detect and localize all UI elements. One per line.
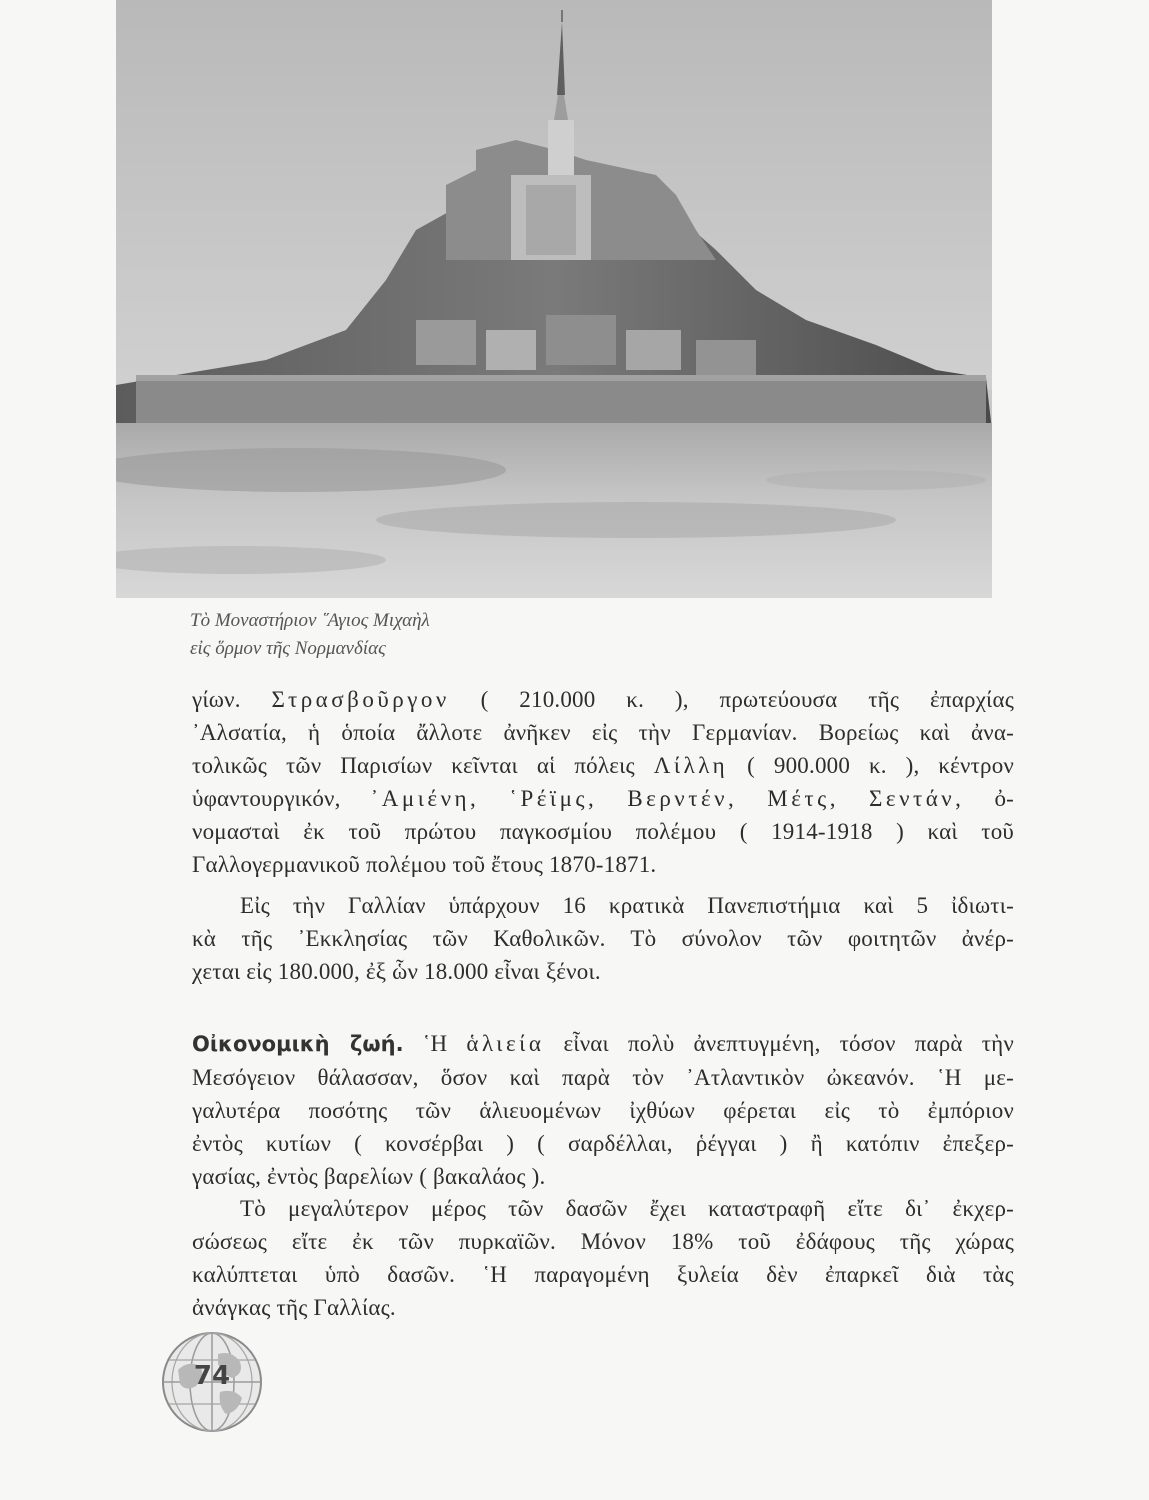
city-name: ᾿Αμιένη, [370, 786, 480, 811]
text-line: καλύπτεται ὑπὸ δασῶν. ῾Η παραγομένη ξυλεία δὲν ἐπαρκεῖ διὰ τὰς [192, 1262, 1014, 1287]
text-line: σώσεως εἴτε ἐκ τῶν πυρκαϊῶν. Μόνον 18% τοῦ ἐδάφους τῆς χώρας [192, 1229, 1014, 1254]
mont-saint-michel-photo [116, 0, 992, 598]
text-fragment: ὀ- [994, 786, 1015, 811]
city-name: Σεντάν, [869, 786, 965, 811]
photo-caption [190, 607, 710, 663]
text-line: γαλυτέρα ποσότης τῶν ἁλιευομένων ἰχθύων φέρεται εἰς τὸ ἐμπόριον [192, 1098, 1014, 1123]
text-line [192, 1027, 1014, 1061]
city-name: ῾Ρέϊμς, [509, 786, 598, 811]
text-fragment: τολικῶς τῶν Παρισίων κεῖνται αἱ πόλεις [192, 753, 635, 778]
city-name: Μέτς, [767, 786, 840, 811]
text-line: Γαλλογερμανικοῦ πολέμου τοῦ ἔτους 1870-1871. [192, 852, 657, 877]
text-fragment: ὑφαντουργικόν, [192, 786, 341, 811]
caption-line: Τὸ Μοναστήριον ῞Αγιος Μιχαὴλ [190, 610, 430, 631]
city-name: Λίλλη [653, 753, 729, 778]
text-fragment: ( 210.000 κ. ), πρωτεύουσα τῆς ἐπαρχίας [480, 687, 1014, 712]
paragraph-universities [192, 889, 1014, 988]
city-name: Στρασβοῦργον [271, 687, 450, 712]
text-fragment: ῾Η [422, 1031, 448, 1056]
text-line: Τὸ μεγαλύτερον μέρος τῶν δασῶν ἔχει καταστραφῆ εἴτε δι᾿ ἐκχερ- [240, 1196, 1014, 1221]
page-number: 74 [193, 1361, 231, 1391]
caption-line: εἰς ὅρμον τῆς Νορμανδίας [190, 638, 386, 659]
text-line: κὰ τῆς ᾿Εκκλησίας τῶν Καθολικῶν. Τὸ σύνολον τῶν φοιτητῶν ἀνέρ- [192, 926, 1014, 951]
paragraph-cities [192, 683, 1014, 881]
paragraph-forests [192, 1192, 1014, 1324]
text-line: γασίας, ἐντὸς βαρελίων ( βακαλάος ). [192, 1164, 546, 1189]
text-line: χεται εἰς 180.000, ἐξ ὧν 18.000 εἶναι ξένοι. [192, 959, 601, 984]
text-line: ἐντὸς κυτίων ( κονσέρβαι ) ( σαρδέλλαι, ῥέγγαι ) ἢ κατόπιν ἐπεξερ- [192, 1131, 1014, 1156]
text-fragment: γίων. [192, 687, 241, 712]
text-line: νομασταὶ ἐκ τοῦ πρώτου παγκοσμίου πολέμου ( 1914-1918 ) καὶ τοῦ [192, 819, 1014, 844]
text-line: Μεσόγειον θάλασσαν, ὅσον καὶ παρὰ τὸν ᾿Ατλαντικὸν ὠκεανόν. ῾Η με- [192, 1065, 1014, 1090]
city-name: Βερντέν, [627, 786, 738, 811]
text-line: ἀνάγκας τῆς Γαλλίας. [192, 1295, 396, 1320]
text-fragment: ( 900.000 κ. ), κέντρον [747, 753, 1015, 778]
text-line: Εἰς τὴν Γαλλίαν ὑπάρχουν 16 κρατικὰ Πανεπιστήμια καὶ 5 ἰδιωτι- [240, 893, 1014, 918]
text-line: ᾿Αλσατία, ἡ ὁποία ἄλλοτε ἀνῆκεν εἰς τὴν Γερμανίαν. Βορείως καὶ ἀνα- [192, 720, 1014, 745]
text-line [192, 782, 1014, 815]
section-heading: Οἰκονομικὴ ζωή. [192, 1032, 404, 1056]
emphasized-term: ἁλιεία [466, 1031, 545, 1056]
text-fragment: εἶναι πολὺ ἀνεπτυγμένη, τόσον παρὰ τὴν [563, 1031, 1014, 1056]
text-line [192, 683, 1014, 716]
text-line [192, 749, 1014, 782]
section-economic-life [192, 1027, 1014, 1193]
